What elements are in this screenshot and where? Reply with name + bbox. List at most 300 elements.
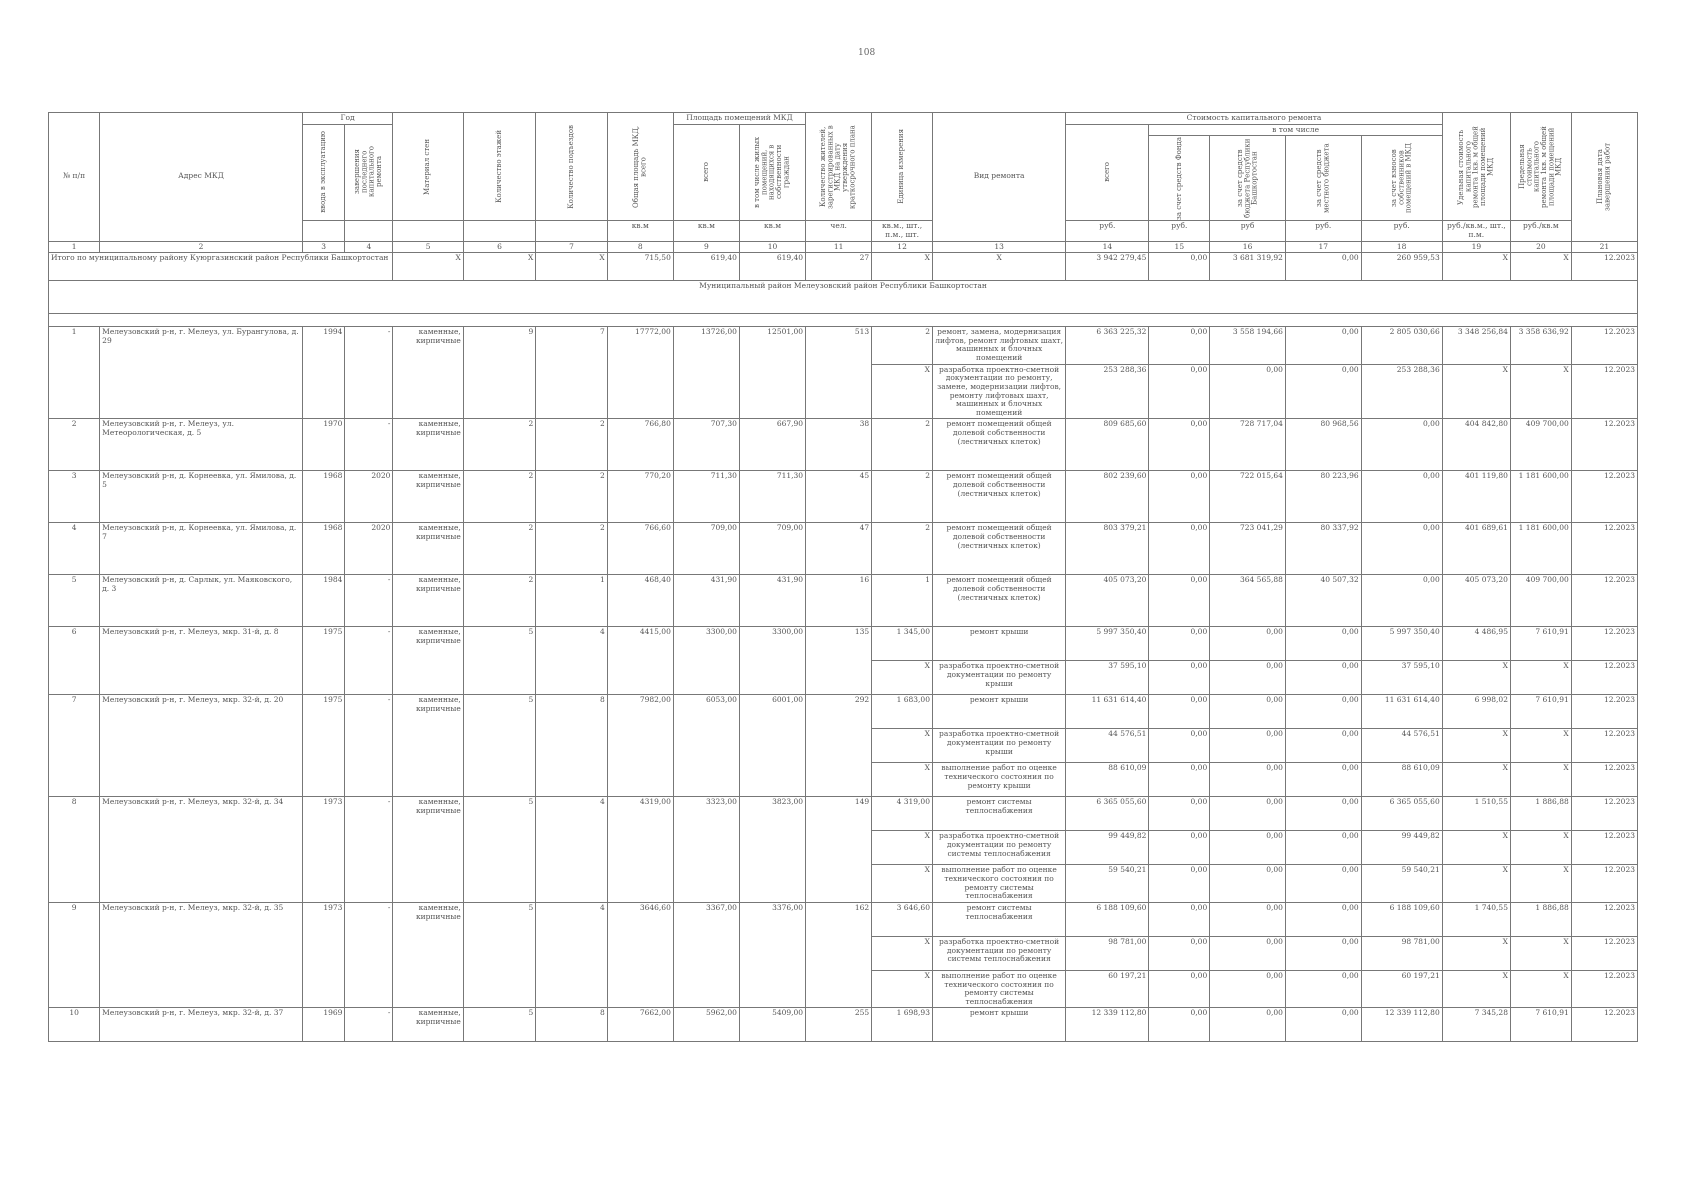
cell-work: разработка проектно-сметной документации по ремонту системы теплоснабжения <box>932 831 1065 865</box>
cell-local: 0,00 <box>1285 936 1361 970</box>
cell-own: 6 188 109,60 <box>1361 902 1442 936</box>
unit-label: кв.м., шт., п.м., шт. <box>872 221 933 241</box>
cell-local: 80 337,92 <box>1285 523 1361 575</box>
cell-n: 1 <box>49 327 100 365</box>
cell-en <box>536 661 607 695</box>
cell-res <box>806 729 872 763</box>
cell-own: 88 610,09 <box>1361 763 1442 797</box>
cell-date: 12.2023 <box>1571 695 1637 729</box>
cell-work: ремонт крыши <box>932 627 1065 661</box>
cell-res: 38 <box>806 419 872 471</box>
col-header-max-cost: Предельная стоимость капитального ремонта 1кв. м общей площади помещений МКД <box>1510 113 1571 221</box>
cell-ta <box>607 831 673 865</box>
col-number: 18 <box>1361 241 1442 253</box>
cell-own: 5 997 350,40 <box>1361 627 1442 661</box>
cell-work: ремонт крыши <box>932 695 1065 729</box>
cell-y2: - <box>345 327 393 365</box>
cell-fl: 5 <box>463 902 536 936</box>
cell-max: 1 886,88 <box>1510 902 1571 936</box>
cell-own: 6 365 055,60 <box>1361 797 1442 831</box>
cell-rb: 0,00 <box>1210 831 1286 865</box>
cell-own: 0,00 <box>1361 575 1442 627</box>
cell-work: разработка проектно-сметной документации по ремонту системы теплоснабжения <box>932 936 1065 970</box>
total-cell: 3 681 319,92 <box>1210 253 1286 281</box>
cell-unit: X <box>872 364 933 419</box>
cell-res <box>806 865 872 903</box>
unit-label: руб./кв.м., шт., п.м. <box>1442 221 1510 241</box>
cell-y1: 1969 <box>302 1008 345 1042</box>
table-row <box>49 902 1638 936</box>
cell-spec: 6 998,02 <box>1442 695 1510 729</box>
cell-en: 2 <box>536 523 607 575</box>
cell-en <box>536 936 607 970</box>
table-row <box>49 523 1638 575</box>
cell-addr <box>100 865 303 903</box>
cell-n: 5 <box>49 575 100 627</box>
cell-unit: X <box>872 661 933 695</box>
cell-ra <box>739 661 805 695</box>
cell-addr: Мелеузовский р-н, г. Мелеуз, мкр. 31-й, д. 8 <box>100 627 303 661</box>
cell-en: 7 <box>536 327 607 365</box>
cell-unit: X <box>872 865 933 903</box>
cell-y1: 1984 <box>302 575 345 627</box>
cell-ta: 770,20 <box>607 471 673 523</box>
cell-addr: Мелеузовский р-н, г. Мелеуз, мкр. 32-й, д. 34 <box>100 797 303 831</box>
cell-spec: 1 510,55 <box>1442 797 1510 831</box>
col-header-cost-total: всего <box>1066 124 1149 221</box>
cell-fund: 0,00 <box>1149 902 1210 936</box>
cell-max: 7 610,91 <box>1510 627 1571 661</box>
cell-own: 59 540,21 <box>1361 865 1442 903</box>
cell-work: разработка проектно-сметной документации по ремонту крыши <box>932 729 1065 763</box>
cell-own: 0,00 <box>1361 523 1442 575</box>
cell-rb: 0,00 <box>1210 627 1286 661</box>
cell-en: 2 <box>536 471 607 523</box>
cell-rb: 728 717,04 <box>1210 419 1286 471</box>
cell-date: 12.2023 <box>1571 1008 1637 1042</box>
col-header-floors: Количество этажей <box>463 113 536 221</box>
cell-cost: 6 365 055,60 <box>1066 797 1149 831</box>
cell-fl: 5 <box>463 1008 536 1042</box>
cell-y1 <box>302 970 345 1008</box>
cell-wall: каменные, кирпичные <box>393 627 463 661</box>
cell-pa <box>673 970 739 1008</box>
table-row <box>49 419 1638 471</box>
cell-res: 47 <box>806 523 872 575</box>
section-header-row <box>49 281 1638 314</box>
cell-fl <box>463 936 536 970</box>
cell-en: 8 <box>536 695 607 729</box>
table-subrow <box>49 936 1638 970</box>
cell-en <box>536 865 607 903</box>
cell-own: 2 805 030,66 <box>1361 327 1442 365</box>
cell-y1: 1973 <box>302 902 345 936</box>
total-cell: 260 959,53 <box>1361 253 1442 281</box>
cell-pa: 3367,00 <box>673 902 739 936</box>
col-header-date: Плановая дата завершения работ <box>1571 113 1637 242</box>
cell-ra <box>739 831 805 865</box>
cell-fl <box>463 865 536 903</box>
col-number: 21 <box>1571 241 1637 253</box>
cell-max: 7 610,91 <box>1510 1008 1571 1042</box>
table-subrow <box>49 729 1638 763</box>
cell-date: 12.2023 <box>1571 936 1637 970</box>
total-cell: X <box>1442 253 1510 281</box>
cell-res: 135 <box>806 627 872 661</box>
cell-ta: 4319,00 <box>607 797 673 831</box>
cell-spec: X <box>1442 831 1510 865</box>
cell-ra: 711,30 <box>739 471 805 523</box>
cell-y2 <box>345 970 393 1008</box>
cell-addr: Мелеузовский р-н, д. Корнеевка, ул. Ямилова, д. 7 <box>100 523 303 575</box>
col-header-address: Адрес МКД <box>100 113 303 242</box>
cell-addr: Мелеузовский р-н, г. Мелеуз, мкр. 32-й, д. 35 <box>100 902 303 936</box>
cell-wall <box>393 661 463 695</box>
cell-spec: X <box>1442 936 1510 970</box>
cell-rb: 0,00 <box>1210 797 1286 831</box>
cell-local: 0,00 <box>1285 695 1361 729</box>
cell-ta <box>607 970 673 1008</box>
cell-own: 44 576,51 <box>1361 729 1442 763</box>
cell-local: 0,00 <box>1285 902 1361 936</box>
cell-max: 409 700,00 <box>1510 575 1571 627</box>
cell-y1: 1968 <box>302 471 345 523</box>
cell-ra <box>739 763 805 797</box>
cell-unit: 3 646,60 <box>872 902 933 936</box>
cell-res <box>806 936 872 970</box>
cell-res: 16 <box>806 575 872 627</box>
cell-fund: 0,00 <box>1149 865 1210 903</box>
col-header-including: в том числе <box>1149 124 1442 136</box>
cell-date: 12.2023 <box>1571 419 1637 471</box>
total-cell: X <box>393 253 463 281</box>
table-row <box>49 695 1638 729</box>
cell-n <box>49 364 100 419</box>
cell-pa: 5962,00 <box>673 1008 739 1042</box>
col-header-entrances: Количество подъездов <box>536 113 607 221</box>
cell-fund: 0,00 <box>1149 936 1210 970</box>
col-number: 6 <box>463 241 536 253</box>
cell-res: 162 <box>806 902 872 936</box>
cell-local: 0,00 <box>1285 865 1361 903</box>
cell-own: 99 449,82 <box>1361 831 1442 865</box>
cell-pa: 3323,00 <box>673 797 739 831</box>
cell-max: X <box>1510 831 1571 865</box>
cell-own: 253 288,36 <box>1361 364 1442 419</box>
cell-y2: - <box>345 902 393 936</box>
cell-ra <box>739 865 805 903</box>
unit-label: кв.м <box>739 221 805 241</box>
table-subrow <box>49 865 1638 903</box>
table-row <box>49 575 1638 627</box>
cell-pa: 707,30 <box>673 419 739 471</box>
cell-ra <box>739 936 805 970</box>
cell-cost: 12 339 112,80 <box>1066 1008 1149 1042</box>
col-header-unit: Единица измерения <box>872 113 933 221</box>
cell-wall <box>393 831 463 865</box>
cell-spec: X <box>1442 729 1510 763</box>
cell-cost: 11 631 614,40 <box>1066 695 1149 729</box>
cell-res: 149 <box>806 797 872 831</box>
cell-work: выполнение работ по оценке технического состояния по ремонту системы теплоснабжения <box>932 865 1065 903</box>
cell-y1 <box>302 831 345 865</box>
cell-date: 12.2023 <box>1571 364 1637 419</box>
table-row <box>49 797 1638 831</box>
total-cell: 619,40 <box>739 253 805 281</box>
cell-pa <box>673 661 739 695</box>
total-cell: 715,50 <box>607 253 673 281</box>
cell-res: 45 <box>806 471 872 523</box>
cell-date: 12.2023 <box>1571 575 1637 627</box>
cell-max: 1 181 600,00 <box>1510 523 1571 575</box>
cell-y2: - <box>345 575 393 627</box>
cell-y2 <box>345 936 393 970</box>
cell-work: выполнение работ по оценке технического состояния по ремонту крыши <box>932 763 1065 797</box>
cell-local: 0,00 <box>1285 661 1361 695</box>
cell-max: 1 181 600,00 <box>1510 471 1571 523</box>
cell-y1: 1970 <box>302 419 345 471</box>
cell-fl: 9 <box>463 327 536 365</box>
cell-local: 0,00 <box>1285 327 1361 365</box>
col-number: 3 <box>302 241 345 253</box>
cell-unit: 1 698,93 <box>872 1008 933 1042</box>
cell-max: 409 700,00 <box>1510 419 1571 471</box>
cell-own: 98 781,00 <box>1361 936 1442 970</box>
cell-y2: - <box>345 797 393 831</box>
cell-max: 1 886,88 <box>1510 797 1571 831</box>
cell-en <box>536 364 607 419</box>
cell-fl <box>463 831 536 865</box>
cell-res: 255 <box>806 1008 872 1042</box>
cell-cost: 99 449,82 <box>1066 831 1149 865</box>
cell-cost: 88 610,09 <box>1066 763 1149 797</box>
cell-max: X <box>1510 970 1571 1008</box>
col-header-republic-budget: за счет средств бюджета Республики Башкортостан <box>1210 136 1286 221</box>
cell-cost: 809 685,60 <box>1066 419 1149 471</box>
cell-local: 40 507,32 <box>1285 575 1361 627</box>
cell-ta <box>607 763 673 797</box>
cell-y2: - <box>345 627 393 661</box>
cell-ra: 709,00 <box>739 523 805 575</box>
unit-label: чел. <box>806 221 872 241</box>
total-cell: X <box>463 253 536 281</box>
col-header-premises-residential: в том числе жилых помещений, находящихся в собственности граждан <box>739 124 805 221</box>
cell-fund: 0,00 <box>1149 523 1210 575</box>
cell-n <box>49 936 100 970</box>
total-cell: X <box>932 253 1065 281</box>
cell-max: X <box>1510 936 1571 970</box>
cell-date: 12.2023 <box>1571 865 1637 903</box>
cell-own: 0,00 <box>1361 471 1442 523</box>
cell-date: 12.2023 <box>1571 763 1637 797</box>
col-number: 16 <box>1210 241 1286 253</box>
col-number: 17 <box>1285 241 1361 253</box>
cell-addr <box>100 661 303 695</box>
unit-label: кв.м <box>607 221 673 241</box>
cell-unit: 2 <box>872 419 933 471</box>
cell-cost: 253 288,36 <box>1066 364 1149 419</box>
cell-own: 60 197,21 <box>1361 970 1442 1008</box>
cell-en: 1 <box>536 575 607 627</box>
cell-fl <box>463 763 536 797</box>
cell-date: 12.2023 <box>1571 970 1637 1008</box>
cell-fund: 0,00 <box>1149 695 1210 729</box>
cell-spec: X <box>1442 970 1510 1008</box>
cell-rb: 0,00 <box>1210 729 1286 763</box>
cell-rb: 0,00 <box>1210 661 1286 695</box>
cell-pa: 709,00 <box>673 523 739 575</box>
cell-en <box>536 831 607 865</box>
cell-pa: 711,30 <box>673 471 739 523</box>
cell-work: ремонт, замена, модернизация лифтов, ремонт лифтовых шахт, машинных и блочных помещений <box>932 327 1065 365</box>
cell-ta: 7982,00 <box>607 695 673 729</box>
cell-wall: каменные, кирпичные <box>393 1008 463 1042</box>
cell-wall: каменные, кирпичные <box>393 327 463 365</box>
cell-ta: 4415,00 <box>607 627 673 661</box>
unit-label: руб. <box>1149 221 1210 241</box>
cell-date: 12.2023 <box>1571 902 1637 936</box>
col-number: 19 <box>1442 241 1510 253</box>
cell-date: 12.2023 <box>1571 797 1637 831</box>
col-number: 8 <box>607 241 673 253</box>
cell-addr <box>100 831 303 865</box>
col-header-cost: Стоимость капитального ремонта <box>1066 113 1442 125</box>
col-number: 4 <box>345 241 393 253</box>
cell-wall <box>393 865 463 903</box>
cell-work: разработка проектно-сметной документации по ремонту крыши <box>932 661 1065 695</box>
cell-ra: 431,90 <box>739 575 805 627</box>
cell-ra: 3300,00 <box>739 627 805 661</box>
cell-y1: 1973 <box>302 797 345 831</box>
cell-n <box>49 831 100 865</box>
cell-wall: каменные, кирпичные <box>393 695 463 729</box>
cell-y2 <box>345 865 393 903</box>
total-cell: 619,40 <box>673 253 739 281</box>
col-number: 15 <box>1149 241 1210 253</box>
cell-n <box>49 865 100 903</box>
table-subrow <box>49 970 1638 1008</box>
cell-own: 0,00 <box>1361 419 1442 471</box>
total-cell: 0,00 <box>1149 253 1210 281</box>
cell-wall: каменные, кирпичные <box>393 902 463 936</box>
cell-ra: 12501,00 <box>739 327 805 365</box>
cell-local: 0,00 <box>1285 1008 1361 1042</box>
cell-unit: X <box>872 831 933 865</box>
cell-rb: 0,00 <box>1210 902 1286 936</box>
cell-y2 <box>345 763 393 797</box>
cell-local: 0,00 <box>1285 364 1361 419</box>
col-number: 5 <box>393 241 463 253</box>
cell-en <box>536 970 607 1008</box>
cell-work: ремонт системы теплоснабжения <box>932 797 1065 831</box>
cell-res <box>806 831 872 865</box>
cell-fund: 0,00 <box>1149 575 1210 627</box>
cell-n: 8 <box>49 797 100 831</box>
cell-n: 10 <box>49 1008 100 1042</box>
cell-local: 80 223,96 <box>1285 471 1361 523</box>
cell-n <box>49 729 100 763</box>
cell-en: 4 <box>536 797 607 831</box>
cell-spec: 404 842,80 <box>1442 419 1510 471</box>
cell-y1: 1994 <box>302 327 345 365</box>
table-subrow <box>49 763 1638 797</box>
cell-spec: X <box>1442 661 1510 695</box>
cell-res <box>806 661 872 695</box>
unit-label: руб. <box>1285 221 1361 241</box>
cell-pa: 13726,00 <box>673 327 739 365</box>
cell-addr: Мелеузовский р-н, г. Мелеуз, мкр. 32-й, д. 20 <box>100 695 303 729</box>
cell-date: 12.2023 <box>1571 831 1637 865</box>
cell-local: 0,00 <box>1285 970 1361 1008</box>
cell-en <box>536 763 607 797</box>
cell-ra: 6001,00 <box>739 695 805 729</box>
cell-addr: Мелеузовский р-н, д. Корнеевка, ул. Ямилова, д. 5 <box>100 471 303 523</box>
cell-ra <box>739 970 805 1008</box>
cell-spec: 4 486,95 <box>1442 627 1510 661</box>
col-number: 7 <box>536 241 607 253</box>
total-cell: X <box>536 253 607 281</box>
unit-label: руб <box>1210 221 1286 241</box>
cell-date: 12.2023 <box>1571 729 1637 763</box>
cell-y2 <box>345 661 393 695</box>
cell-addr: Мелеузовский р-н, г. Мелеуз, мкр. 32-й, д. 37 <box>100 1008 303 1042</box>
cell-n: 7 <box>49 695 100 729</box>
cell-res <box>806 970 872 1008</box>
cell-fund: 0,00 <box>1149 831 1210 865</box>
cell-y2: - <box>345 695 393 729</box>
cell-work: ремонт крыши <box>932 1008 1065 1042</box>
cell-max: X <box>1510 661 1571 695</box>
cell-y1: 1975 <box>302 695 345 729</box>
cell-max: X <box>1510 763 1571 797</box>
cell-fl: 5 <box>463 797 536 831</box>
cell-rb: 723 041,29 <box>1210 523 1286 575</box>
cell-pa <box>673 936 739 970</box>
unit-label: руб. <box>1066 221 1149 241</box>
cell-own: 37 595,10 <box>1361 661 1442 695</box>
cell-res: 292 <box>806 695 872 729</box>
cell-date: 12.2023 <box>1571 327 1637 365</box>
cell-ra <box>739 364 805 419</box>
cell-addr: Мелеузовский р-н, д. Сарлык, ул. Маяковского, д. 3 <box>100 575 303 627</box>
cell-rb: 722 015,64 <box>1210 471 1286 523</box>
cell-unit: X <box>872 970 933 1008</box>
cell-unit: 1 683,00 <box>872 695 933 729</box>
col-number: 20 <box>1510 241 1571 253</box>
cell-pa <box>673 831 739 865</box>
cell-fund: 0,00 <box>1149 661 1210 695</box>
cell-rb: 0,00 <box>1210 364 1286 419</box>
col-header-year-last-repair: завершения последнего капитального ремонта <box>345 124 393 221</box>
cell-ta: 766,80 <box>607 419 673 471</box>
cell-spec: X <box>1442 763 1510 797</box>
total-cell: X <box>872 253 933 281</box>
col-number: 10 <box>739 241 805 253</box>
section-title: Муниципальный район Мелеузовский район Республики Башкортостан <box>49 281 1638 314</box>
total-cell: 3 942 279,45 <box>1066 253 1149 281</box>
col-number: 11 <box>806 241 872 253</box>
cell-en <box>536 729 607 763</box>
cell-own: 11 631 614,40 <box>1361 695 1442 729</box>
cell-y1 <box>302 729 345 763</box>
col-number: 1 <box>49 241 100 253</box>
table-subrow <box>49 661 1638 695</box>
cell-n: 9 <box>49 902 100 936</box>
cell-fund: 0,00 <box>1149 970 1210 1008</box>
table-row <box>49 327 1638 365</box>
col-header-premises-area: Площадь помещений МКД <box>673 113 805 125</box>
cell-cost: 5 997 350,40 <box>1066 627 1149 661</box>
